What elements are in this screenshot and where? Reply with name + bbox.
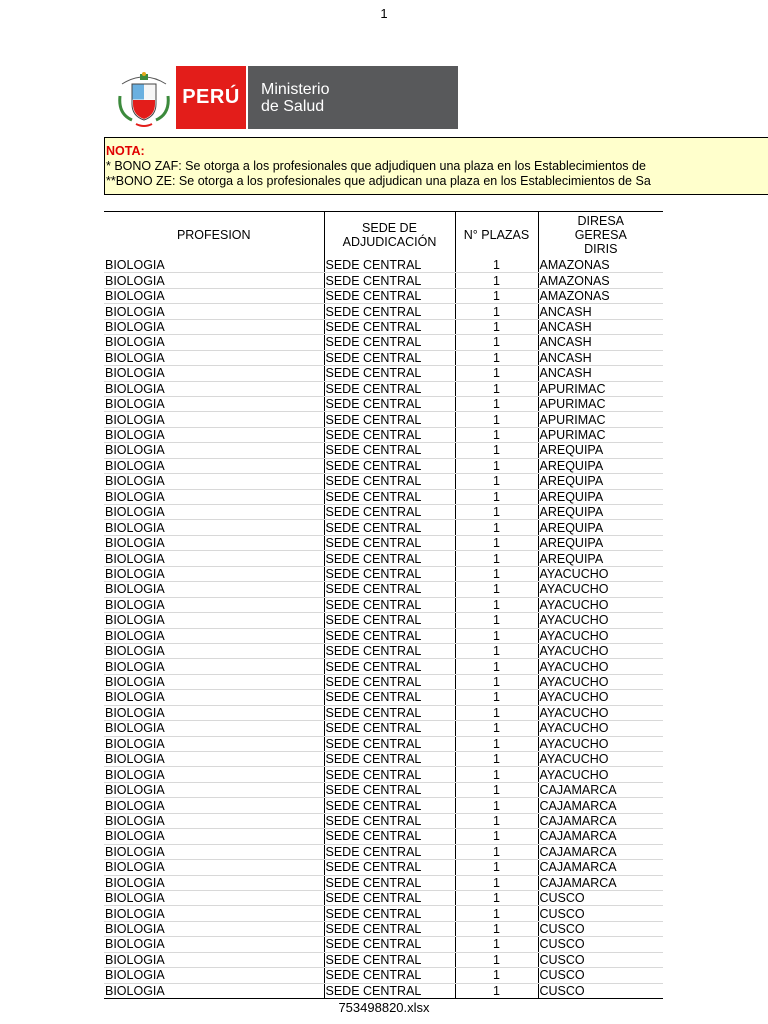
minsa-logo [112, 66, 458, 129]
table-row [104, 566, 663, 581]
cell-plazas: 1 [455, 952, 538, 967]
cell-plazas: 1 [455, 968, 538, 983]
ministry-name [248, 66, 458, 129]
cell-diresa: CUSCO [538, 983, 663, 998]
header-sede-text: SEDE DE ADJUDICACIÓN [342, 221, 437, 249]
table-row [104, 875, 663, 890]
cell-sede: SEDE CENTRAL [324, 520, 455, 535]
cell-plazas: 1 [455, 813, 538, 828]
cell-diresa: AYACUCHO [538, 690, 663, 705]
cell-plazas: 1 [455, 381, 538, 396]
cell-profesion: BIOLOGIA [104, 613, 324, 628]
header-profesion: PROFESION [104, 212, 324, 259]
table-row [104, 258, 663, 273]
cell-diresa: CAJAMARCA [538, 782, 663, 797]
cell-plazas: 1 [455, 752, 538, 767]
cell-sede: SEDE CENTRAL [324, 628, 455, 643]
table-row [104, 273, 663, 288]
cell-plazas: 1 [455, 366, 538, 381]
cell-sede: SEDE CENTRAL [324, 736, 455, 751]
cell-profesion: BIOLOGIA [104, 520, 324, 535]
header-diresa [538, 212, 663, 259]
table-row [104, 489, 663, 504]
cell-profesion: BIOLOGIA [104, 752, 324, 767]
cell-profesion: BIOLOGIA [104, 890, 324, 905]
table-row [104, 520, 663, 535]
cell-profesion: BIOLOGIA [104, 288, 324, 303]
cell-diresa: ANCASH [538, 366, 663, 381]
cell-sede: SEDE CENTRAL [324, 551, 455, 566]
table-row [104, 705, 663, 720]
table-row [104, 860, 663, 875]
table-row [104, 782, 663, 797]
cell-diresa: ANCASH [538, 319, 663, 334]
cell-sede: SEDE CENTRAL [324, 829, 455, 844]
table-row [104, 921, 663, 936]
cell-profesion: BIOLOGIA [104, 983, 324, 998]
cell-profesion: BIOLOGIA [104, 597, 324, 612]
table-row [104, 396, 663, 411]
table-row [104, 304, 663, 319]
cell-sede: SEDE CENTRAL [324, 659, 455, 674]
nota-box [104, 137, 768, 195]
cell-profesion: BIOLOGIA [104, 829, 324, 844]
cell-sede: SEDE CENTRAL [324, 366, 455, 381]
cell-plazas: 1 [455, 350, 538, 365]
cell-profesion: BIOLOGIA [104, 551, 324, 566]
cell-diresa: AYACUCHO [538, 597, 663, 612]
table-row [104, 659, 663, 674]
cell-plazas: 1 [455, 844, 538, 859]
table-row [104, 968, 663, 983]
table-row [104, 412, 663, 427]
table-header-row [104, 212, 663, 259]
cell-diresa: AREQUIPA [538, 551, 663, 566]
cell-plazas: 1 [455, 597, 538, 612]
cell-plazas: 1 [455, 288, 538, 303]
cell-diresa: CUSCO [538, 968, 663, 983]
cell-diresa: AMAZONAS [538, 273, 663, 288]
table-row [104, 350, 663, 365]
table-row [104, 551, 663, 566]
cell-diresa: AYACUCHO [538, 752, 663, 767]
table-row [104, 721, 663, 736]
table-row [104, 752, 663, 767]
cell-sede: SEDE CENTRAL [324, 505, 455, 520]
cell-sede: SEDE CENTRAL [324, 258, 455, 273]
cell-plazas: 1 [455, 582, 538, 597]
cell-diresa: ANCASH [538, 350, 663, 365]
cell-diresa: APURIMAC [538, 412, 663, 427]
table-row [104, 366, 663, 381]
cell-sede: SEDE CENTRAL [324, 983, 455, 998]
cell-plazas: 1 [455, 474, 538, 489]
cell-profesion: BIOLOGIA [104, 736, 324, 751]
cell-plazas: 1 [455, 551, 538, 566]
cell-plazas: 1 [455, 890, 538, 905]
cell-sede: SEDE CENTRAL [324, 921, 455, 936]
cell-sede: SEDE CENTRAL [324, 427, 455, 442]
cell-diresa: AYACUCHO [538, 767, 663, 782]
cell-plazas: 1 [455, 427, 538, 442]
cell-profesion: BIOLOGIA [104, 474, 324, 489]
cell-diresa: CAJAMARCA [538, 829, 663, 844]
cell-sede: SEDE CENTRAL [324, 350, 455, 365]
cell-profesion: BIOLOGIA [104, 505, 324, 520]
header-plazas: N° PLAZAS [455, 212, 538, 259]
cell-plazas: 1 [455, 613, 538, 628]
cell-profesion: BIOLOGIA [104, 690, 324, 705]
cell-diresa: AREQUIPA [538, 489, 663, 504]
cell-diresa: CAJAMARCA [538, 860, 663, 875]
cell-sede: SEDE CENTRAL [324, 304, 455, 319]
cell-profesion: BIOLOGIA [104, 427, 324, 442]
cell-sede: SEDE CENTRAL [324, 613, 455, 628]
table-row [104, 829, 663, 844]
cell-diresa: CAJAMARCA [538, 844, 663, 859]
cell-profesion: BIOLOGIA [104, 659, 324, 674]
plazas-table [104, 211, 663, 999]
cell-diresa: AYACUCHO [538, 643, 663, 658]
cell-diresa: ANCASH [538, 304, 663, 319]
cell-sede: SEDE CENTRAL [324, 813, 455, 828]
cell-sede: SEDE CENTRAL [324, 273, 455, 288]
table-row [104, 736, 663, 751]
cell-diresa: AYACUCHO [538, 566, 663, 581]
cell-profesion: BIOLOGIA [104, 705, 324, 720]
cell-diresa: AYACUCHO [538, 582, 663, 597]
table-row [104, 674, 663, 689]
cell-plazas: 1 [455, 937, 538, 952]
cell-plazas: 1 [455, 659, 538, 674]
cell-sede: SEDE CENTRAL [324, 582, 455, 597]
cell-profesion: BIOLOGIA [104, 782, 324, 797]
cell-sede: SEDE CENTRAL [324, 597, 455, 612]
cell-sede: SEDE CENTRAL [324, 396, 455, 411]
cell-plazas: 1 [455, 798, 538, 813]
ministry-line-2: de Salud [261, 97, 325, 115]
cell-plazas: 1 [455, 767, 538, 782]
cell-sede: SEDE CENTRAL [324, 489, 455, 504]
cell-profesion: BIOLOGIA [104, 674, 324, 689]
cell-diresa: AYACUCHO [538, 628, 663, 643]
nota-line-bono-zaf: * BONO ZAF: Se otorga a los profesionales que adjudiquen una plaza en los Establecimientos de [106, 159, 646, 173]
nota-line-bono-ze: **BONO ZE: Se otorga a los profesionales que adjudican una plaza en los Establecimientos de Sa [106, 174, 651, 188]
cell-profesion: BIOLOGIA [104, 366, 324, 381]
cell-plazas: 1 [455, 304, 538, 319]
cell-plazas: 1 [455, 674, 538, 689]
cell-profesion: BIOLOGIA [104, 412, 324, 427]
cell-profesion: BIOLOGIA [104, 458, 324, 473]
cell-plazas: 1 [455, 782, 538, 797]
cell-plazas: 1 [455, 829, 538, 844]
cell-profesion: BIOLOGIA [104, 643, 324, 658]
table-row [104, 381, 663, 396]
cell-profesion: BIOLOGIA [104, 813, 324, 828]
header-diresa-text: DIRESA GERESA DIRIS [574, 214, 627, 256]
cell-sede: SEDE CENTRAL [324, 381, 455, 396]
table-row [104, 505, 663, 520]
cell-profesion: BIOLOGIA [104, 798, 324, 813]
cell-plazas: 1 [455, 505, 538, 520]
cell-plazas: 1 [455, 860, 538, 875]
table-row [104, 890, 663, 905]
cell-diresa: ANCASH [538, 335, 663, 350]
cell-sede: SEDE CENTRAL [324, 443, 455, 458]
cell-plazas: 1 [455, 319, 538, 334]
cell-diresa: AREQUIPA [538, 443, 663, 458]
cell-plazas: 1 [455, 906, 538, 921]
cell-sede: SEDE CENTRAL [324, 906, 455, 921]
cell-diresa: CUSCO [538, 906, 663, 921]
cell-diresa: CAJAMARCA [538, 813, 663, 828]
cell-diresa: AREQUIPA [538, 474, 663, 489]
cell-profesion: BIOLOGIA [104, 906, 324, 921]
table-row [104, 983, 663, 998]
cell-sede: SEDE CENTRAL [324, 952, 455, 967]
cell-sede: SEDE CENTRAL [324, 844, 455, 859]
cell-diresa: AYACUCHO [538, 659, 663, 674]
cell-profesion: BIOLOGIA [104, 937, 324, 952]
cell-sede: SEDE CENTRAL [324, 705, 455, 720]
cell-plazas: 1 [455, 489, 538, 504]
cell-diresa: AMAZONAS [538, 288, 663, 303]
table-row [104, 597, 663, 612]
cell-sede: SEDE CENTRAL [324, 674, 455, 689]
cell-plazas: 1 [455, 535, 538, 550]
table-row [104, 643, 663, 658]
cell-sede: SEDE CENTRAL [324, 535, 455, 550]
cell-diresa: CUSCO [538, 890, 663, 905]
cell-plazas: 1 [455, 443, 538, 458]
table-row [104, 319, 663, 334]
cell-sede: SEDE CENTRAL [324, 335, 455, 350]
cell-diresa: APURIMAC [538, 381, 663, 396]
cell-profesion: BIOLOGIA [104, 489, 324, 504]
cell-diresa: APURIMAC [538, 427, 663, 442]
table-row [104, 952, 663, 967]
cell-sede: SEDE CENTRAL [324, 412, 455, 427]
cell-diresa: AYACUCHO [538, 613, 663, 628]
cell-sede: SEDE CENTRAL [324, 968, 455, 983]
table-row [104, 798, 663, 813]
cell-plazas: 1 [455, 412, 538, 427]
cell-profesion: BIOLOGIA [104, 535, 324, 550]
cell-profesion: BIOLOGIA [104, 968, 324, 983]
cell-profesion: BIOLOGIA [104, 304, 324, 319]
peru-coat-of-arms-icon [112, 66, 176, 129]
cell-plazas: 1 [455, 258, 538, 273]
cell-diresa: AREQUIPA [538, 520, 663, 535]
cell-diresa: AYACUCHO [538, 705, 663, 720]
cell-diresa: AREQUIPA [538, 535, 663, 550]
cell-plazas: 1 [455, 690, 538, 705]
table-row [104, 690, 663, 705]
header-sede [324, 212, 455, 259]
cell-plazas: 1 [455, 643, 538, 658]
cell-sede: SEDE CENTRAL [324, 875, 455, 890]
cell-sede: SEDE CENTRAL [324, 288, 455, 303]
cell-diresa: APURIMAC [538, 396, 663, 411]
cell-plazas: 1 [455, 875, 538, 890]
table-row [104, 535, 663, 550]
cell-plazas: 1 [455, 921, 538, 936]
cell-profesion: BIOLOGIA [104, 721, 324, 736]
cell-profesion: BIOLOGIA [104, 319, 324, 334]
cell-diresa: CUSCO [538, 921, 663, 936]
cell-plazas: 1 [455, 736, 538, 751]
table-row [104, 458, 663, 473]
table-row [104, 613, 663, 628]
cell-plazas: 1 [455, 983, 538, 998]
cell-profesion: BIOLOGIA [104, 381, 324, 396]
cell-profesion: BIOLOGIA [104, 350, 324, 365]
table-row [104, 628, 663, 643]
cell-profesion: BIOLOGIA [104, 582, 324, 597]
cell-diresa: CAJAMARCA [538, 798, 663, 813]
footer-filename: 753498820.xlsx [338, 1000, 430, 1015]
cell-plazas: 1 [455, 273, 538, 288]
cell-plazas: 1 [455, 335, 538, 350]
cell-profesion: BIOLOGIA [104, 952, 324, 967]
cell-sede: SEDE CENTRAL [324, 458, 455, 473]
cell-sede: SEDE CENTRAL [324, 890, 455, 905]
cell-profesion: BIOLOGIA [104, 628, 324, 643]
cell-diresa: AMAZONAS [538, 258, 663, 273]
table-row [104, 335, 663, 350]
cell-profesion: BIOLOGIA [104, 335, 324, 350]
cell-diresa: CUSCO [538, 937, 663, 952]
nota-title: NOTA: [106, 144, 145, 158]
cell-sede: SEDE CENTRAL [324, 474, 455, 489]
page-number: 1 [380, 6, 388, 21]
table-row [104, 937, 663, 952]
cell-sede: SEDE CENTRAL [324, 643, 455, 658]
cell-profesion: BIOLOGIA [104, 443, 324, 458]
cell-plazas: 1 [455, 566, 538, 581]
table-row [104, 288, 663, 303]
cell-sede: SEDE CENTRAL [324, 319, 455, 334]
cell-profesion: BIOLOGIA [104, 844, 324, 859]
cell-sede: SEDE CENTRAL [324, 798, 455, 813]
table-row [104, 427, 663, 442]
table-row [104, 474, 663, 489]
cell-diresa: AYACUCHO [538, 721, 663, 736]
cell-diresa: AYACUCHO [538, 674, 663, 689]
cell-sede: SEDE CENTRAL [324, 721, 455, 736]
cell-profesion: BIOLOGIA [104, 767, 324, 782]
cell-plazas: 1 [455, 705, 538, 720]
table-row [104, 767, 663, 782]
table-row [104, 582, 663, 597]
cell-sede: SEDE CENTRAL [324, 937, 455, 952]
cell-profesion: BIOLOGIA [104, 273, 324, 288]
cell-profesion: BIOLOGIA [104, 396, 324, 411]
cell-profesion: BIOLOGIA [104, 258, 324, 273]
peru-wordmark: PERÚ [176, 66, 246, 129]
cell-diresa: AREQUIPA [538, 505, 663, 520]
cell-profesion: BIOLOGIA [104, 921, 324, 936]
cell-sede: SEDE CENTRAL [324, 752, 455, 767]
cell-sede: SEDE CENTRAL [324, 860, 455, 875]
cell-plazas: 1 [455, 520, 538, 535]
cell-plazas: 1 [455, 396, 538, 411]
cell-sede: SEDE CENTRAL [324, 566, 455, 581]
cell-diresa: CUSCO [538, 952, 663, 967]
cell-diresa: AYACUCHO [538, 736, 663, 751]
cell-plazas: 1 [455, 628, 538, 643]
cell-sede: SEDE CENTRAL [324, 782, 455, 797]
cell-diresa: AREQUIPA [538, 458, 663, 473]
cell-plazas: 1 [455, 458, 538, 473]
table-row [104, 906, 663, 921]
cell-profesion: BIOLOGIA [104, 566, 324, 581]
table-row [104, 844, 663, 859]
table-row [104, 443, 663, 458]
cell-profesion: BIOLOGIA [104, 860, 324, 875]
cell-profesion: BIOLOGIA [104, 875, 324, 890]
table-row [104, 813, 663, 828]
cell-diresa: CAJAMARCA [538, 875, 663, 890]
ministry-line-1: Ministerio [261, 80, 330, 98]
cell-sede: SEDE CENTRAL [324, 767, 455, 782]
cell-plazas: 1 [455, 721, 538, 736]
cell-sede: SEDE CENTRAL [324, 690, 455, 705]
